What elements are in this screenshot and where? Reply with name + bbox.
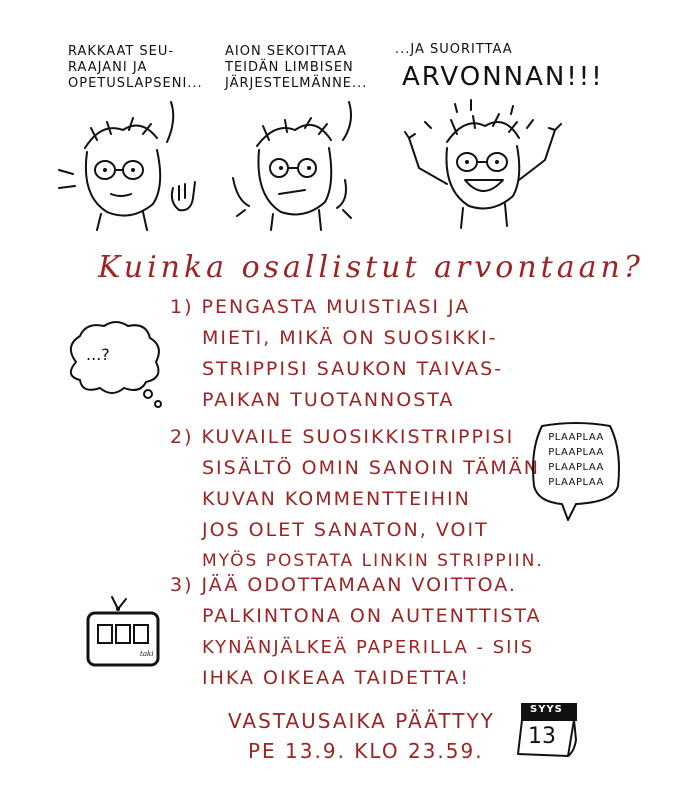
tablet-icon <box>82 595 172 675</box>
deadline-line: VASTAUSAIKA PÄÄTTYY <box>228 709 495 733</box>
bubble-line: PLAAPLAA <box>548 477 604 488</box>
thought-bubble <box>60 318 170 410</box>
deadline-line: PE 13.9. KLO 23.59. <box>248 739 484 763</box>
step-line: 2) KUVAILE SUOSIKKISTRIPPISI <box>170 426 515 448</box>
character-panel-1 <box>45 100 205 230</box>
caption-line: AION SEKOITTAA <box>225 44 347 59</box>
bubble-line: PLAAPLAA <box>548 432 604 443</box>
step-line: SISÄLTÖ OMIN SANOIN TÄMÄN <box>202 457 541 479</box>
panel-2-caption <box>225 44 367 92</box>
step-line: KUVAN KOMMENTTEIHIN <box>202 488 471 510</box>
tablet-signature: taki <box>140 650 154 658</box>
calendar-month: SYYS <box>530 704 563 715</box>
caption-line: ...JA SUORITTAA <box>395 42 513 57</box>
step-3 <box>170 570 542 694</box>
speech-bubble-text <box>538 430 614 490</box>
caption-line: TEIDÄN LIMBISEN <box>225 60 354 75</box>
bubble-line: PLAAPLAA <box>548 447 604 458</box>
caption-line: OPETUSLAPSENI... <box>68 76 203 91</box>
thought-bubble-text: ...? <box>86 345 110 364</box>
step-line: PALKINTONA ON AUTENTTISTA <box>202 605 542 627</box>
page-title: Kuinka osallistut arvontaan? <box>98 250 644 285</box>
character-panel-2 <box>215 100 375 230</box>
caption-line: RAKKAAT SEU- <box>68 44 175 59</box>
caption-line: JÄRJESTELMÄNNE... <box>225 76 368 91</box>
step-line: JOS OLET SANATON, VOIT <box>202 519 489 541</box>
panel-3-exclaim: ARVONNAN!!! <box>402 62 604 92</box>
panel-1-caption <box>68 44 203 92</box>
calendar-day: 13 <box>528 724 556 749</box>
deadline <box>228 706 495 766</box>
panel-3-caption <box>395 42 513 58</box>
bubble-line: PLAAPLAA <box>548 462 604 473</box>
step-line: KYNÄNJÄLKEÄ PAPERILLA - SIIS <box>202 637 535 658</box>
step-line: IHKA OIKEAA TAIDETTA! <box>202 667 471 689</box>
step-line: STRIPPISI SAUKON TAIVAS- <box>202 358 504 380</box>
step-line: MIETI, MIKÄ ON SUOSIKKI- <box>202 327 498 349</box>
character-panel-3 <box>395 98 570 230</box>
step-1 <box>170 292 503 416</box>
step-line: PAIKAN TUOTANNOSTA <box>202 389 455 411</box>
step-line: MYÖS POSTATA LINKIN STRIPPIIN. <box>202 551 544 571</box>
step-line: 1) PENGASTA MUISTIASI JA <box>170 296 471 318</box>
step-2 <box>170 422 544 577</box>
step-line: 3) JÄÄ ODOTTAMAAN VOITTOA. <box>170 574 517 596</box>
caption-line: RAAJANI JA <box>68 60 148 75</box>
